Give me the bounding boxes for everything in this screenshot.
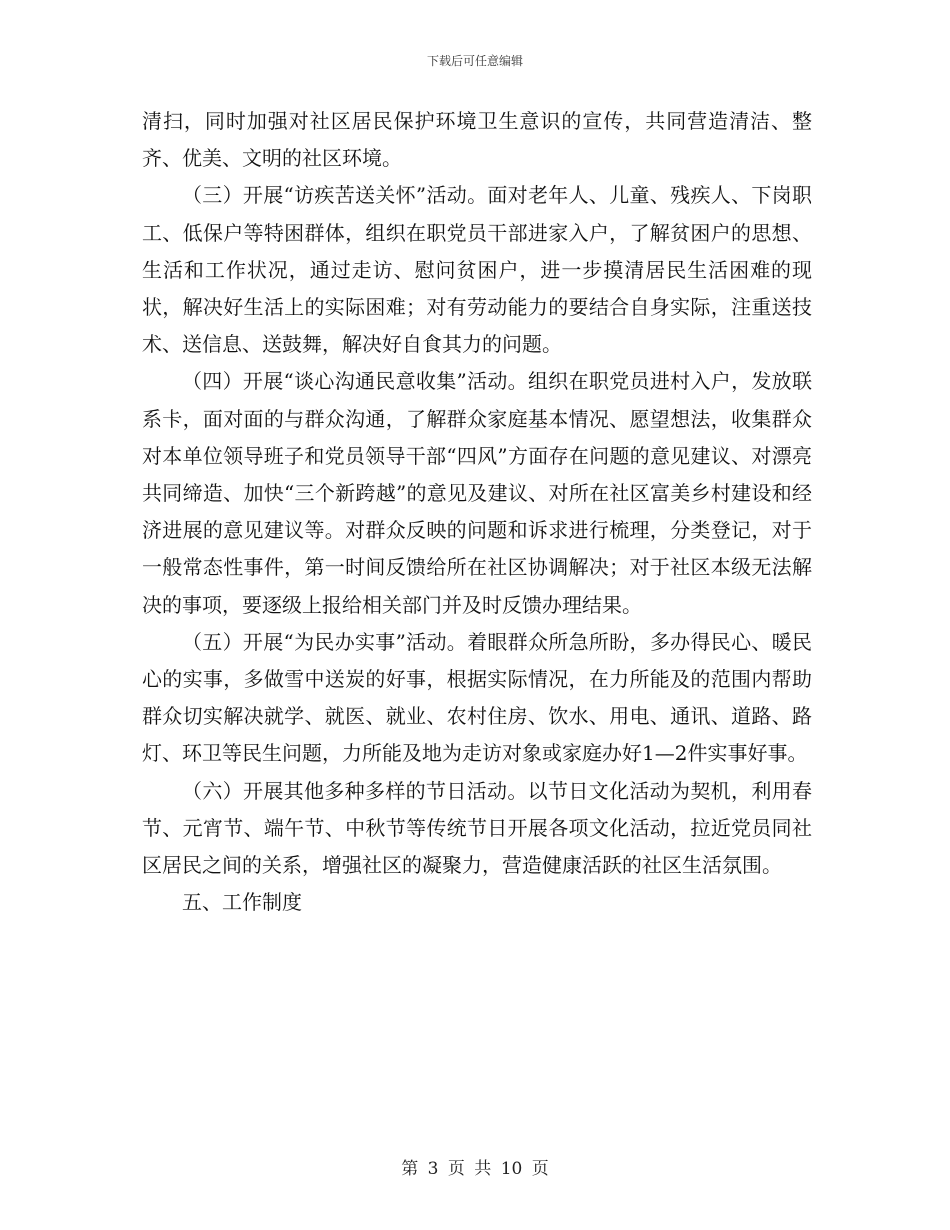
paragraph-visit-hardship: （三）开展“访疾苦送关怀”活动。面对老年人、儿童、残疾人、下岗职工、低保户等特困群体，组织在职党员干部进家入户，了解贫困户的思想、生活和工作状况，通过走访、慰问贫困户，进一步摸清居民生活困难的现状，解决好生活上的实际困难；对有劳动能力的要结合自身实际，注重送技术、送信息、送鼓舞，解决好自食其力的问题。	[142, 183, 812, 357]
section-heading-work-system: 五、工作制度	[182, 890, 302, 915]
paragraph-practical-matters: （五）开展“为民办实事”活动。着眼群众所急所盼，多办得民心、暖民心的实事，多做雪中送炭的好事，根据实际情况，在力所能及的范围内帮助群众切实解决就学、就医、就业、农村住房、饮水、用电、通讯、道路、路灯、环卫等民生问题，力所能及地为走访对象或家庭办好1—2件实事好事。	[142, 629, 812, 766]
page-number: 第 3 页 共 10 页	[401, 1159, 549, 1179]
header-note: 下载后可任意编辑	[426, 54, 523, 68]
document-body	[142, 103, 812, 921]
paragraph-communication: （四）开展“谈心沟通民意收集”活动。组织在职党员进村入户，发放联系卡，面对面的与群众沟通，了解群众家庭基本情况、愿望想法，收集群众对本单位领导班子和党员领导干部“四风”方面存在问题的意见建议、对漂亮共同缔造、加快“三个新跨越”的意见及建议、对所在社区富美乡村建设和经济进展的意见建议等。对群众反映的问题和诉求进行梳理，分类登记，对于一般常态性事件，第一时间反馈给所在社区协调解决；对于社区本级无法解决的事项，要逐级上报给相关部门并及时反馈办理结果。	[142, 369, 812, 617]
paragraph-festival-activities: （六）开展其他多种多样的节日活动。以节日文化活动为契机，利用春节、元宵节、端午节、中秋节等传统节日开展各项文化活动，拉近党员同社区居民之间的关系，增强社区的凝聚力，营造健康活跃的社区生活氛围。	[142, 778, 812, 878]
paragraph-continuation: 清扫，同时加强对社区居民保护环境卫生意识的宣传，共同营造清洁、整齐、优美、文明的社区环境。	[142, 109, 812, 171]
